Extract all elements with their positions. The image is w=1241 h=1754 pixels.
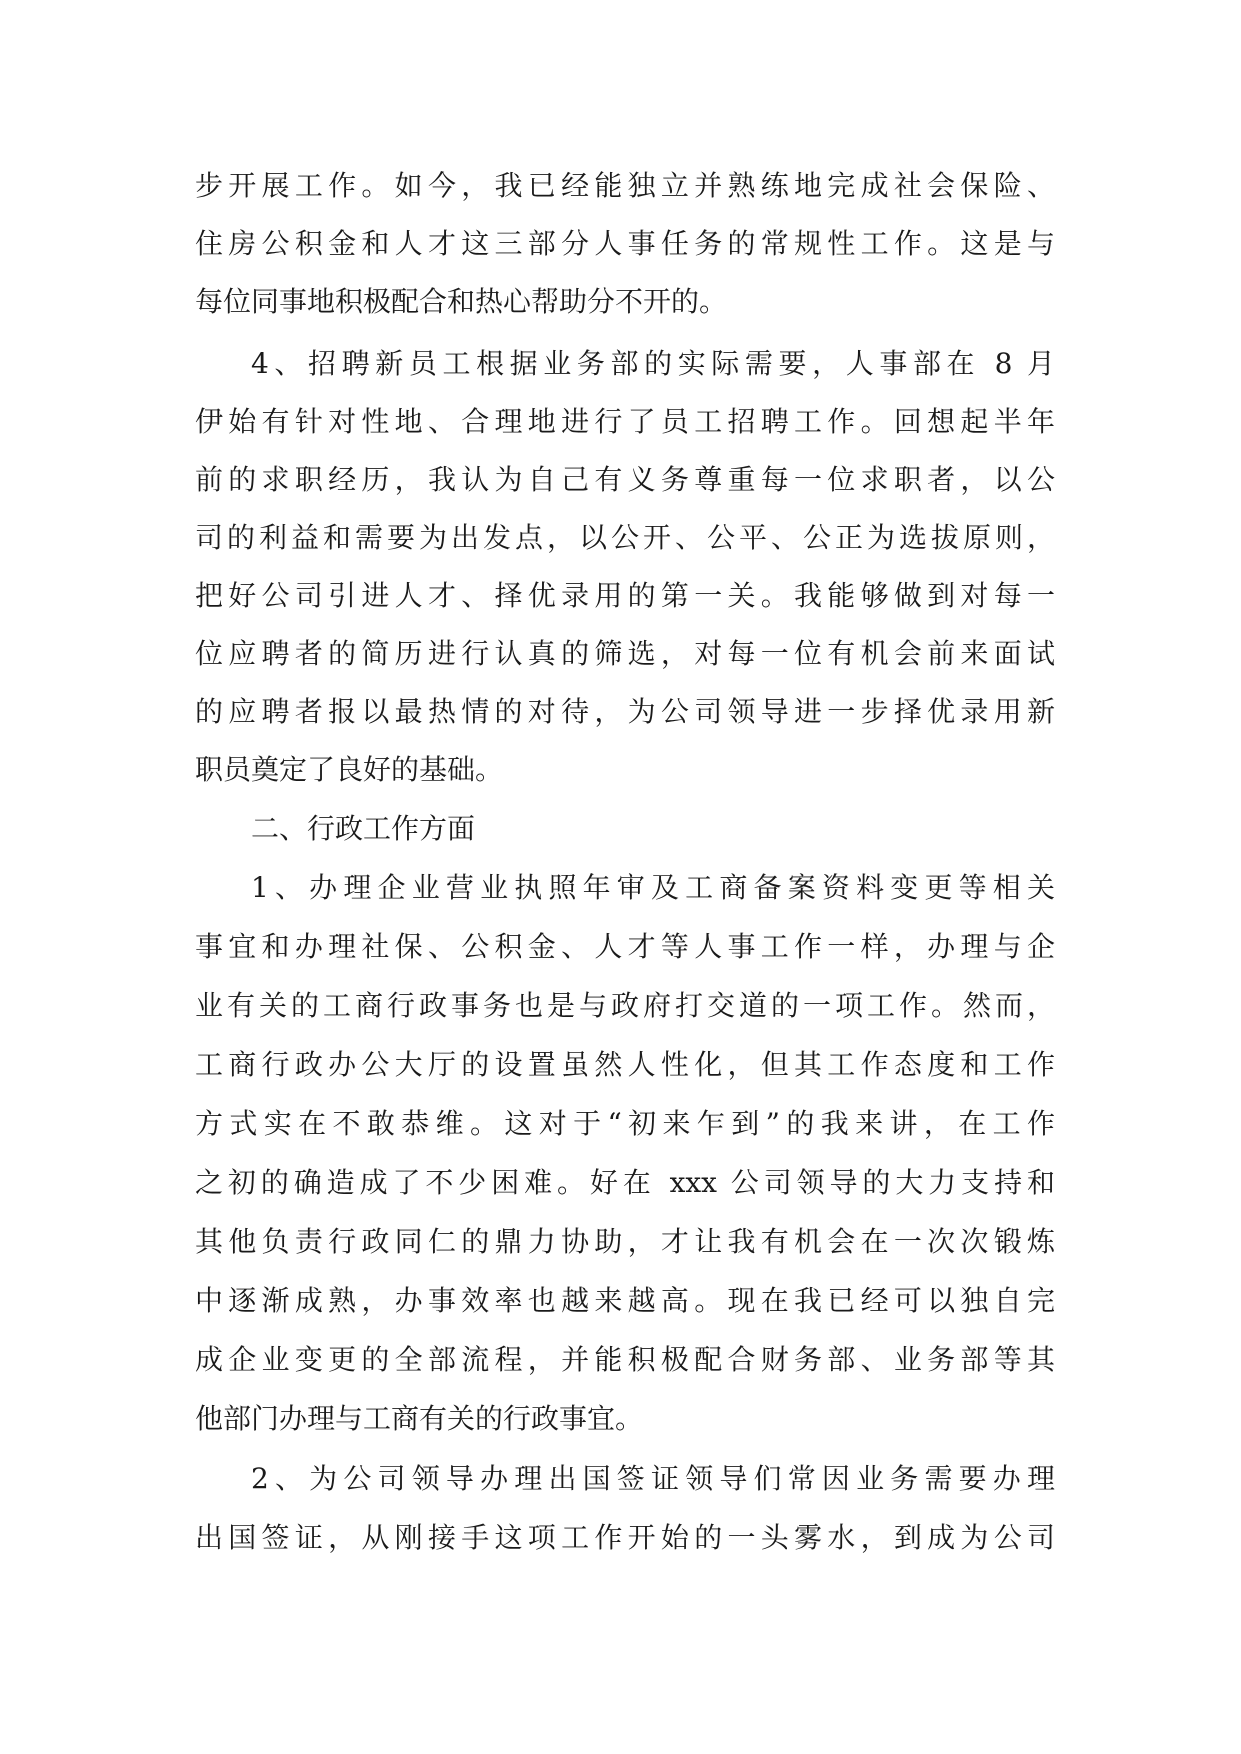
text-line: 方式实在不敢恭维。这对于“初来乍到”的我来讲，在工作 xyxy=(195,1107,1055,1140)
text-line: 其他负责行政同仁的鼎力协助，才让我有机会在一次次锻炼 xyxy=(195,1225,1055,1258)
text-line: 住房公积金和人才这三部分人事任务的常规性工作。这是与 xyxy=(195,227,1055,260)
text-line: 职员奠定了良好的基础。 xyxy=(195,753,504,786)
text-line: 2、为公司领导办理出国签证领导们常因业务需要办理 xyxy=(251,1462,1055,1495)
text-line: 司的利益和需要为出发点，以公开、公平、公正为选拔原则， xyxy=(195,521,1055,554)
text-line: 把好公司引进人才、择优录用的第一关。我能够做到对每一 xyxy=(195,579,1055,612)
text-line: 位应聘者的简历进行认真的筛选，对每一位有机会前来面试 xyxy=(195,637,1055,670)
text-line: 每位同事地积极配合和热心帮助分不开的。 xyxy=(195,285,728,318)
section-heading: 二、行政工作方面 xyxy=(251,812,476,845)
text-line: 业有关的工商行政事务也是与政府打交道的一项工作。然而， xyxy=(195,989,1055,1022)
text-line: 的应聘者报以最热情的对待，为公司领导进一步择优录用新 xyxy=(195,695,1055,728)
text-line: 出国签证，从刚接手这项工作开始的一头雾水，到成为公司 xyxy=(195,1521,1055,1554)
text-line: 之初的确造成了不少困难。好在 xxx 公司领导的大力支持和 xyxy=(195,1166,1055,1199)
text-line: 伊始有针对性地、合理地进行了员工招聘工作。回想起半年 xyxy=(195,405,1055,438)
text-line: 4、招聘新员工根据业务部的实际需要，人事部在 8 月 xyxy=(251,347,1055,380)
text-line: 中逐渐成熟，办事效率也越来越高。现在我已经可以独自完 xyxy=(195,1284,1055,1317)
text-line: 工商行政办公大厅的设置虽然人性化，但其工作态度和工作 xyxy=(195,1048,1055,1081)
text-line: 前的求职经历，我认为自己有义务尊重每一位求职者，以公 xyxy=(195,463,1055,496)
text-line: 1、办理企业营业执照年审及工商备案资料变更等相关 xyxy=(251,871,1055,904)
text-line: 事宜和办理社保、公积金、人才等人事工作一样，办理与企 xyxy=(195,930,1055,963)
text-line: 成企业变更的全部流程，并能积极配合财务部、业务部等其 xyxy=(195,1343,1055,1376)
text-line: 他部门办理与工商有关的行政事宜。 xyxy=(195,1402,644,1435)
text-line: 步开展工作。如今，我已经能独立并熟练地完成社会保险、 xyxy=(195,169,1055,202)
